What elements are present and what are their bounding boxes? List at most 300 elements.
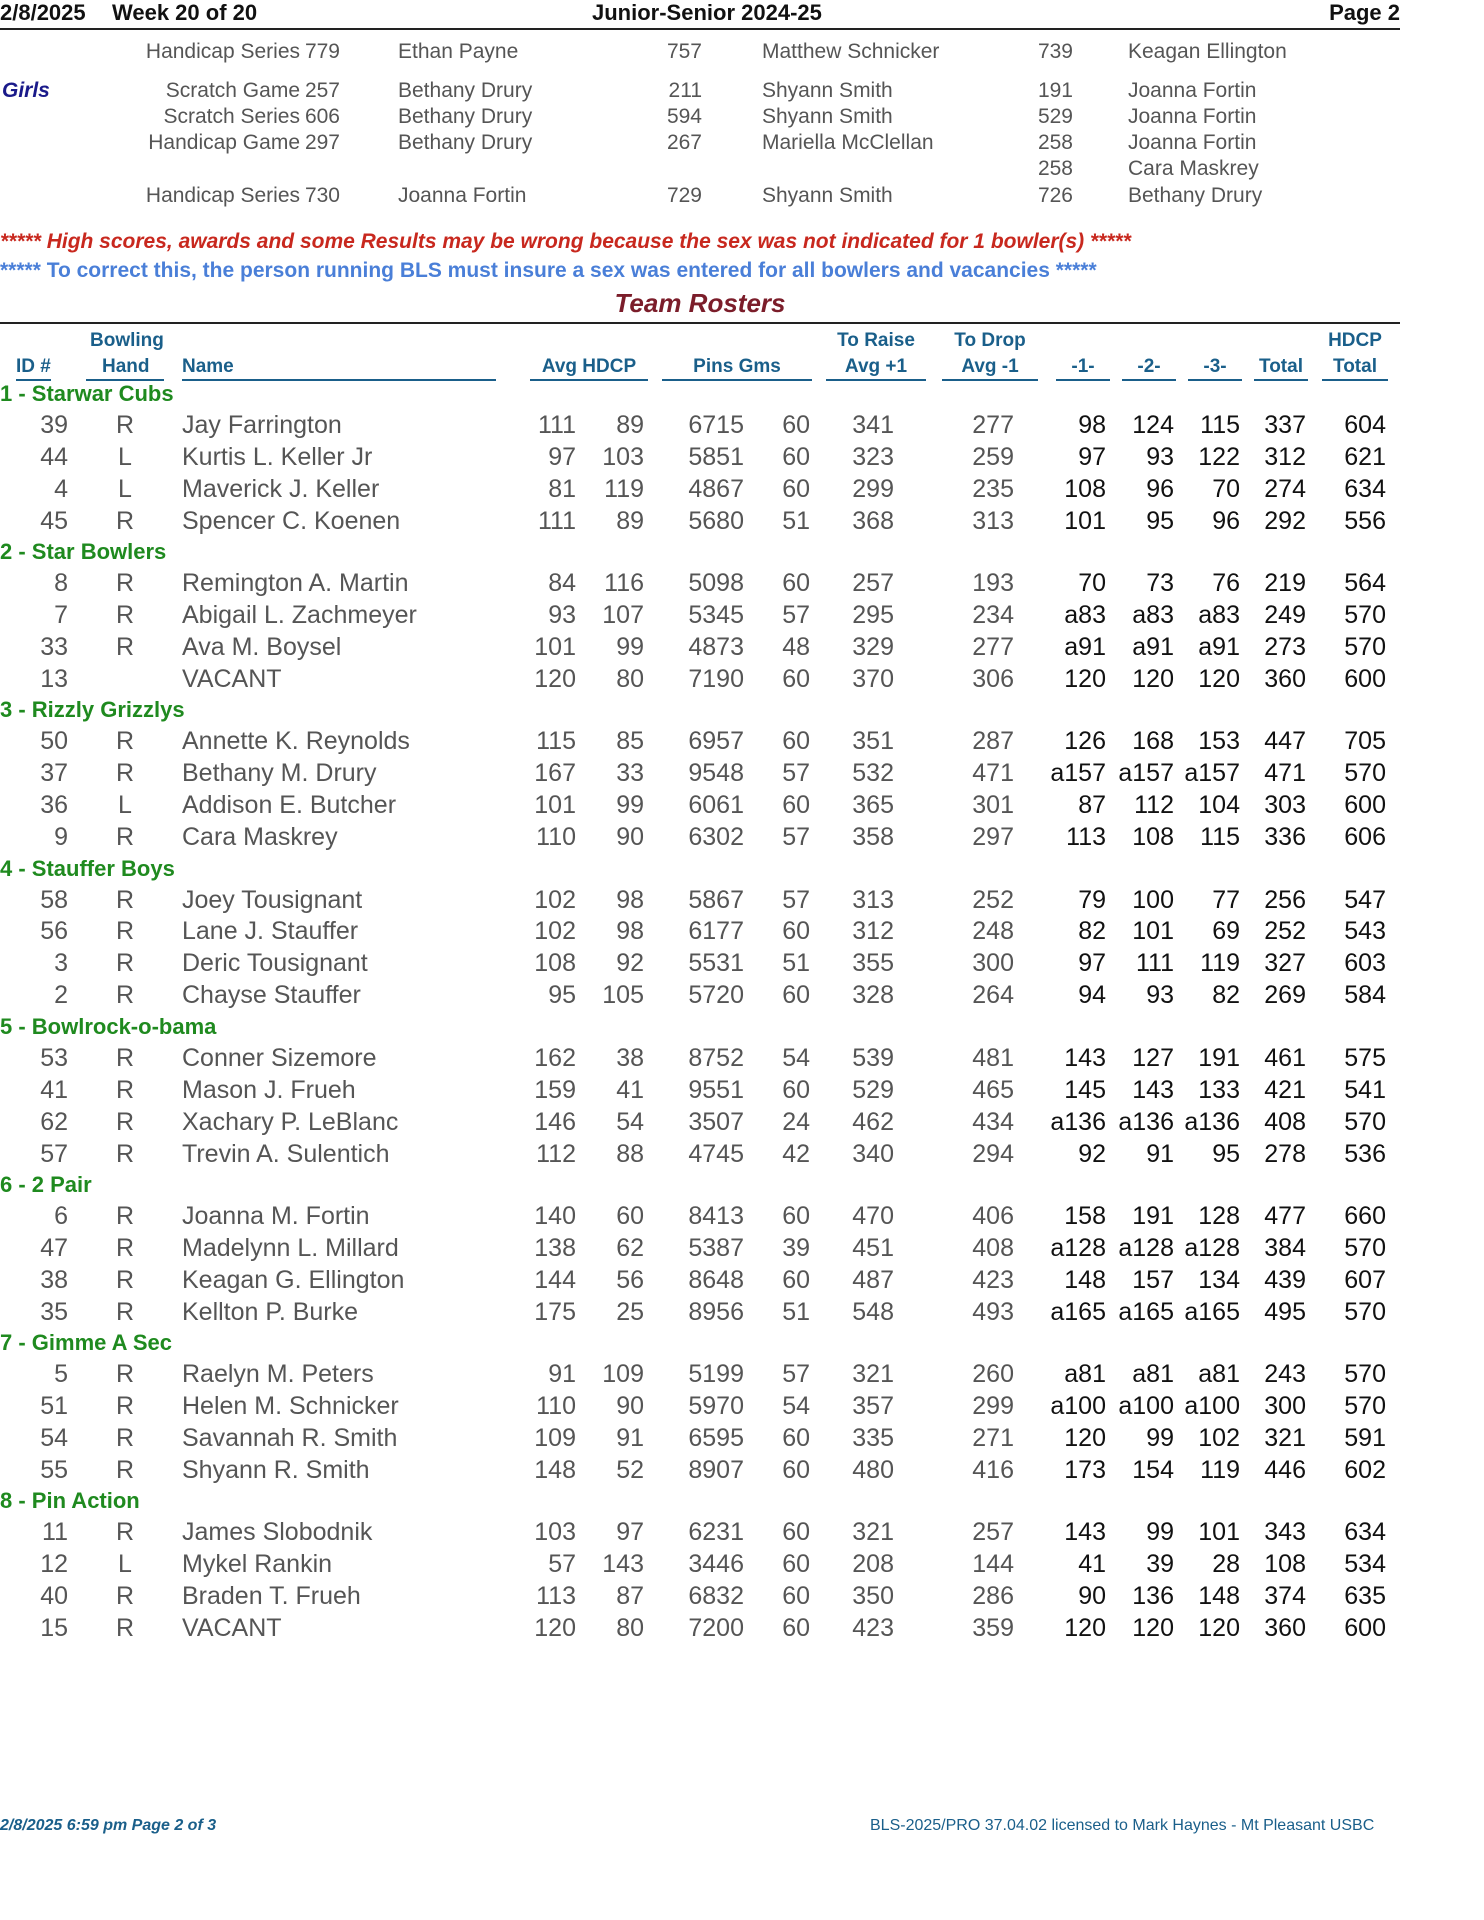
- player-handicap: 60: [616, 1202, 644, 1230]
- player-handicap: 88: [616, 1140, 644, 1168]
- table-row: [0, 1456, 1400, 1486]
- player-id: 2: [54, 981, 68, 1009]
- header-week: Week 20 of 20: [112, 0, 258, 25]
- player-hdcp-total: 541: [1344, 1076, 1386, 1104]
- table-row: [0, 1076, 1400, 1106]
- award-score: 257: [304, 79, 340, 102]
- player-game3: 70: [1212, 475, 1240, 503]
- col-total: Total: [1254, 356, 1308, 381]
- player-name: Joanna M. Fortin: [182, 1202, 370, 1230]
- player-hdcp-total: 556: [1344, 507, 1386, 535]
- table-row: [0, 759, 1400, 789]
- player-name: VACANT: [182, 665, 282, 693]
- award-score: 297: [304, 131, 340, 154]
- player-id: 4: [54, 475, 68, 503]
- player-name: Mykel Rankin: [182, 1550, 333, 1578]
- player-hand: R: [115, 1456, 135, 1484]
- player-average: 95: [548, 981, 576, 1009]
- player-game2: 136: [1132, 1582, 1174, 1610]
- table-row: [0, 1550, 1400, 1580]
- player-average: 108: [534, 949, 576, 977]
- player-to-drop: 234: [972, 601, 1014, 629]
- award-score: 606: [304, 105, 340, 128]
- player-to-raise: 539: [852, 1044, 894, 1072]
- table-row: [0, 507, 1400, 537]
- col-bowling: Bowling: [90, 330, 164, 351]
- player-pins: 9548: [688, 759, 744, 787]
- player-game2: 120: [1132, 1614, 1174, 1642]
- player-games: 60: [782, 1456, 810, 1484]
- player-game3: 104: [1198, 791, 1240, 819]
- award-row: [0, 131, 1400, 157]
- player-game3: a100: [1184, 1392, 1240, 1420]
- player-pins: 4873: [688, 633, 744, 661]
- award-name: Mariella McClellan: [762, 131, 934, 154]
- player-total: 274: [1264, 475, 1306, 503]
- player-game1: a81: [1064, 1360, 1106, 1388]
- player-hdcp-total: 570: [1344, 1360, 1386, 1388]
- player-total: 300: [1264, 1392, 1306, 1420]
- player-to-drop: 252: [972, 886, 1014, 914]
- player-games: 60: [782, 569, 810, 597]
- player-game1: 143: [1064, 1518, 1106, 1546]
- player-game2: a100: [1118, 1392, 1174, 1420]
- award-name: Joanna Fortin: [1128, 131, 1257, 154]
- player-game1: 108: [1064, 475, 1106, 503]
- player-pins: 6957: [688, 727, 744, 755]
- player-total: 278: [1264, 1140, 1306, 1168]
- table-row: [0, 1108, 1400, 1138]
- player-game2: 100: [1132, 886, 1174, 914]
- player-to-raise: 341: [852, 411, 894, 439]
- player-to-drop: 434: [972, 1108, 1014, 1136]
- player-id: 13: [40, 665, 68, 693]
- award-category: Handicap Series: [145, 40, 300, 63]
- col-game3: -3-: [1188, 356, 1242, 381]
- player-average: 57: [548, 1550, 576, 1578]
- player-hdcp-total: 607: [1344, 1266, 1386, 1294]
- player-game1: 97: [1078, 443, 1106, 471]
- player-handicap: 33: [616, 759, 644, 787]
- player-hand: R: [115, 1392, 135, 1420]
- player-games: 60: [782, 1424, 810, 1452]
- player-to-raise: 470: [852, 1202, 894, 1230]
- player-games: 60: [782, 727, 810, 755]
- header-date: 2/8/2025: [0, 0, 86, 25]
- title-divider: [0, 322, 1400, 324]
- col-hdcp-total: Total: [1322, 356, 1388, 381]
- player-name: Savannah R. Smith: [182, 1424, 398, 1452]
- player-games: 60: [782, 1076, 810, 1104]
- player-games: 54: [782, 1392, 810, 1420]
- player-to-drop: 481: [972, 1044, 1014, 1072]
- player-id: 54: [40, 1424, 68, 1452]
- player-handicap: 119: [604, 475, 644, 503]
- award-category: Handicap Series: [145, 184, 300, 207]
- col-id: ID #: [16, 356, 51, 381]
- player-pins: 5345: [688, 601, 744, 629]
- player-to-raise: 295: [852, 601, 894, 629]
- player-hdcp-total: 604: [1344, 411, 1386, 439]
- table-row: [0, 791, 1400, 821]
- col-avg-hdcp: Avg HDCP: [530, 356, 648, 381]
- player-handicap: 103: [602, 443, 644, 471]
- player-id: 50: [40, 727, 68, 755]
- player-total: 421: [1264, 1076, 1306, 1104]
- player-total: 312: [1264, 443, 1306, 471]
- player-game3: 101: [1198, 1518, 1240, 1546]
- player-games: 60: [782, 411, 810, 439]
- player-game1: a91: [1064, 633, 1106, 661]
- player-games: 57: [782, 1360, 810, 1388]
- player-to-drop: 313: [972, 507, 1014, 535]
- footer-timestamp: 2/8/2025 6:59 pm Page 2 of 3: [0, 1817, 217, 1834]
- player-average: 101: [534, 791, 576, 819]
- player-id: 40: [40, 1582, 68, 1610]
- player-pins: 7190: [688, 665, 744, 693]
- player-to-drop: 248: [972, 917, 1014, 945]
- player-total: 256: [1264, 886, 1306, 914]
- table-row: [0, 886, 1400, 916]
- player-name: Kurtis L. Keller Jr: [182, 443, 373, 471]
- player-handicap: 62: [616, 1234, 644, 1262]
- player-game3: a128: [1184, 1234, 1240, 1262]
- player-average: 120: [534, 1614, 576, 1642]
- player-name: Shyann R. Smith: [182, 1456, 370, 1484]
- player-hdcp-total: 570: [1344, 633, 1386, 661]
- player-to-drop: 406: [972, 1202, 1014, 1230]
- col-name: Name: [182, 356, 496, 381]
- player-average: 93: [548, 601, 576, 629]
- player-to-drop: 277: [972, 633, 1014, 661]
- player-name: Jay Farrington: [182, 411, 342, 439]
- player-handicap: 80: [616, 1614, 644, 1642]
- player-game1: 120: [1064, 1614, 1106, 1642]
- player-name: Cara Maskrey: [182, 823, 338, 851]
- award-name: Shyann Smith: [762, 79, 893, 102]
- player-game1: a83: [1064, 601, 1106, 629]
- warning-sex-missing: ***** High scores, awards and some Results may be wrong because the sex was not indicated for 1 bowler(s) *****: [0, 230, 1131, 253]
- player-name: Helen M. Schnicker: [182, 1392, 399, 1420]
- player-hand: R: [115, 1108, 135, 1136]
- player-handicap: 99: [616, 633, 644, 661]
- player-total: 269: [1264, 981, 1306, 1009]
- player-id: 7: [54, 601, 68, 629]
- player-handicap: 25: [616, 1298, 644, 1326]
- player-hand: R: [115, 981, 135, 1009]
- award-score: 726: [1037, 184, 1073, 207]
- award-name: Keagan Ellington: [1128, 40, 1287, 63]
- player-games: 57: [782, 823, 810, 851]
- player-average: 103: [534, 1518, 576, 1546]
- player-game2: 108: [1132, 823, 1174, 851]
- player-total: 273: [1264, 633, 1306, 661]
- award-category: Scratch Series: [163, 105, 300, 128]
- player-game1: 148: [1064, 1266, 1106, 1294]
- player-game3: a91: [1198, 633, 1240, 661]
- col-game1: -1-: [1056, 356, 1110, 381]
- award-row: [0, 40, 1400, 66]
- player-game2: 96: [1146, 475, 1174, 503]
- award-name: Bethany Drury: [398, 79, 533, 102]
- player-average: 162: [534, 1044, 576, 1072]
- col-pins-gms: Pins Gms: [662, 356, 812, 381]
- player-pins: 8752: [688, 1044, 744, 1072]
- player-id: 62: [40, 1108, 68, 1136]
- player-to-drop: 294: [972, 1140, 1014, 1168]
- player-total: 219: [1264, 569, 1306, 597]
- player-game1: 113: [1066, 823, 1106, 851]
- team-name: 6 - 2 Pair: [0, 1172, 92, 1197]
- table-row: [0, 665, 1400, 695]
- player-game3: a83: [1198, 601, 1240, 629]
- table-row: [0, 1582, 1400, 1612]
- player-total: 336: [1264, 823, 1306, 851]
- player-id: 57: [40, 1140, 68, 1168]
- award-score: 211: [668, 79, 702, 102]
- player-hand: R: [115, 886, 135, 914]
- player-game2: 191: [1132, 1202, 1174, 1230]
- player-game3: 69: [1212, 917, 1240, 945]
- player-to-raise: 257: [852, 569, 894, 597]
- player-game2: 93: [1146, 981, 1174, 1009]
- player-to-drop: 408: [972, 1234, 1014, 1262]
- player-to-drop: 260: [972, 1360, 1014, 1388]
- player-total: 384: [1264, 1234, 1306, 1262]
- player-hand: R: [115, 1202, 135, 1230]
- player-average: 115: [536, 727, 576, 755]
- player-game1: 120: [1064, 1424, 1106, 1452]
- player-to-drop: 259: [972, 443, 1014, 471]
- player-hdcp-total: 705: [1344, 727, 1386, 755]
- player-hdcp-total: 575: [1344, 1044, 1386, 1072]
- player-average: 167: [534, 759, 576, 787]
- player-id: 55: [40, 1456, 68, 1484]
- player-hdcp-total: 570: [1344, 1108, 1386, 1136]
- award-score: 779: [304, 40, 340, 63]
- player-to-raise: 323: [852, 443, 894, 471]
- player-game3: 28: [1212, 1550, 1240, 1578]
- team-name: 3 - Rizzly Grizzlys: [0, 697, 185, 722]
- award-category: Scratch Game: [165, 79, 300, 102]
- player-game1: 98: [1078, 411, 1106, 439]
- player-total: 108: [1264, 1550, 1306, 1578]
- col-game2: -2-: [1122, 356, 1176, 381]
- player-total: 343: [1264, 1518, 1306, 1546]
- table-row: [0, 1518, 1400, 1548]
- player-name: Annette K. Reynolds: [182, 727, 410, 755]
- player-game1: 70: [1078, 569, 1106, 597]
- player-hdcp-total: 570: [1344, 1234, 1386, 1262]
- player-game3: 96: [1212, 507, 1240, 535]
- player-game3: 153: [1198, 727, 1240, 755]
- player-hand: R: [115, 823, 135, 851]
- player-handicap: 116: [604, 569, 644, 597]
- player-handicap: 38: [616, 1044, 644, 1072]
- player-game2: a157: [1118, 759, 1174, 787]
- team-name: 5 - Bowlrock-o-bama: [0, 1014, 217, 1039]
- player-hdcp-total: 600: [1344, 1614, 1386, 1642]
- player-hdcp-total: 591: [1344, 1424, 1386, 1452]
- player-game2: 91: [1146, 1140, 1174, 1168]
- player-name: Bethany M. Drury: [182, 759, 377, 787]
- player-handicap: 54: [616, 1108, 644, 1136]
- player-total: 360: [1264, 1614, 1306, 1642]
- player-to-raise: 299: [852, 475, 894, 503]
- player-pins: 5680: [688, 507, 744, 535]
- player-game1: 143: [1064, 1044, 1106, 1072]
- player-game2: 157: [1132, 1266, 1174, 1294]
- player-pins: 6231: [688, 1518, 744, 1546]
- player-average: 146: [534, 1108, 576, 1136]
- player-total: 292: [1264, 507, 1306, 535]
- player-hand: R: [115, 727, 135, 755]
- player-average: 138: [534, 1234, 576, 1262]
- player-id: 5: [54, 1360, 68, 1388]
- player-handicap: 56: [616, 1266, 644, 1294]
- player-average: 113: [536, 1582, 576, 1610]
- player-pins: 6061: [688, 791, 744, 819]
- player-handicap: 89: [616, 411, 644, 439]
- player-name: Ava M. Boysel: [182, 633, 342, 661]
- player-game2: a83: [1132, 601, 1174, 629]
- player-name: Kellton P. Burke: [182, 1298, 359, 1326]
- player-hand: R: [115, 1044, 135, 1072]
- player-hand: R: [115, 1266, 135, 1294]
- player-hand: L: [118, 475, 132, 503]
- table-row: [0, 569, 1400, 599]
- award-score: 258: [1037, 157, 1073, 180]
- player-games: 60: [782, 1614, 810, 1642]
- player-to-raise: 321: [852, 1360, 894, 1388]
- player-average: 175: [534, 1298, 576, 1326]
- player-game2: 39: [1146, 1550, 1174, 1578]
- player-to-raise: 451: [852, 1234, 894, 1262]
- award-row: [0, 105, 1400, 131]
- player-handicap: 107: [602, 601, 644, 629]
- player-average: 159: [534, 1076, 576, 1104]
- table-row: [0, 1392, 1400, 1422]
- player-to-raise: 480: [852, 1456, 894, 1484]
- player-game2: a81: [1132, 1360, 1174, 1388]
- player-to-drop: 287: [972, 727, 1014, 755]
- player-pins: 5199: [688, 1360, 744, 1388]
- player-to-drop: 271: [972, 1424, 1014, 1452]
- player-name: Joey Tousignant: [182, 886, 363, 914]
- player-pins: 4745: [688, 1140, 744, 1168]
- player-id: 6: [54, 1202, 68, 1230]
- player-hand: R: [115, 1298, 135, 1326]
- player-id: 3: [54, 949, 68, 977]
- player-hdcp-total: 570: [1344, 601, 1386, 629]
- table-row: [0, 601, 1400, 631]
- player-game3: 102: [1198, 1424, 1240, 1452]
- player-game1: 79: [1078, 886, 1106, 914]
- award-name: Bethany Drury: [398, 105, 533, 128]
- player-games: 60: [782, 443, 810, 471]
- player-to-raise: 350: [852, 1582, 894, 1610]
- player-to-raise: 208: [852, 1550, 894, 1578]
- player-game2: 93: [1146, 443, 1174, 471]
- player-to-raise: 329: [852, 633, 894, 661]
- player-total: 439: [1264, 1266, 1306, 1294]
- player-average: 148: [534, 1456, 576, 1484]
- player-hand: R: [115, 1424, 135, 1452]
- player-handicap: 99: [616, 791, 644, 819]
- player-game3: 115: [1200, 411, 1240, 439]
- player-average: 91: [548, 1360, 576, 1388]
- player-hand: R: [115, 411, 135, 439]
- player-game1: 101: [1064, 507, 1106, 535]
- table-row: [0, 443, 1400, 473]
- col-avg-plus: Avg +1: [826, 356, 926, 381]
- table-row: [0, 727, 1400, 757]
- player-games: 60: [782, 1266, 810, 1294]
- table-row: [0, 981, 1400, 1011]
- award-name: Ethan Payne: [398, 40, 519, 63]
- table-row: [0, 633, 1400, 663]
- player-hand: L: [118, 791, 132, 819]
- player-games: 57: [782, 759, 810, 787]
- player-game3: 134: [1198, 1266, 1240, 1294]
- player-hdcp-total: 600: [1344, 791, 1386, 819]
- player-to-raise: 312: [852, 917, 894, 945]
- player-average: 140: [534, 1202, 576, 1230]
- player-handicap: 109: [602, 1360, 644, 1388]
- player-to-raise: 548: [852, 1298, 894, 1326]
- player-to-drop: 416: [972, 1456, 1014, 1484]
- table-row: [0, 1298, 1400, 1328]
- award-name: Bethany Drury: [398, 131, 533, 154]
- player-games: 42: [782, 1140, 810, 1168]
- player-game1: 87: [1078, 791, 1106, 819]
- player-pins: 5387: [688, 1234, 744, 1262]
- player-handicap: 87: [616, 1582, 644, 1610]
- player-to-drop: 299: [972, 1392, 1014, 1420]
- player-to-drop: 465: [972, 1076, 1014, 1104]
- player-hdcp-total: 600: [1344, 665, 1386, 693]
- player-total: 337: [1264, 411, 1306, 439]
- player-handicap: 98: [616, 886, 644, 914]
- player-handicap: 143: [602, 1550, 644, 1578]
- player-game1: 97: [1078, 949, 1106, 977]
- player-pins: 6595: [688, 1424, 744, 1452]
- player-games: 48: [782, 633, 810, 661]
- player-hand: R: [115, 949, 135, 977]
- award-name: Shyann Smith: [762, 105, 893, 128]
- header-page: Page 2: [1329, 0, 1400, 25]
- player-game2: 154: [1132, 1456, 1174, 1484]
- player-average: 144: [534, 1266, 576, 1294]
- player-id: 38: [40, 1266, 68, 1294]
- player-game2: 99: [1146, 1424, 1174, 1452]
- player-games: 54: [782, 1044, 810, 1072]
- player-total: 303: [1264, 791, 1306, 819]
- player-id: 12: [40, 1550, 68, 1578]
- player-game3: a157: [1184, 759, 1240, 787]
- award-score: 757: [666, 40, 702, 63]
- player-hand: R: [115, 633, 135, 661]
- player-id: 8: [54, 569, 68, 597]
- header-league: Junior-Senior 2024-25: [592, 0, 822, 25]
- player-game2: 143: [1132, 1076, 1174, 1104]
- player-game2: a136: [1118, 1108, 1174, 1136]
- player-handicap: 90: [616, 1392, 644, 1420]
- table-row: [0, 1140, 1400, 1170]
- player-pins: 3446: [688, 1550, 744, 1578]
- section-title: Team Rosters: [614, 288, 786, 318]
- player-game3: 148: [1198, 1582, 1240, 1610]
